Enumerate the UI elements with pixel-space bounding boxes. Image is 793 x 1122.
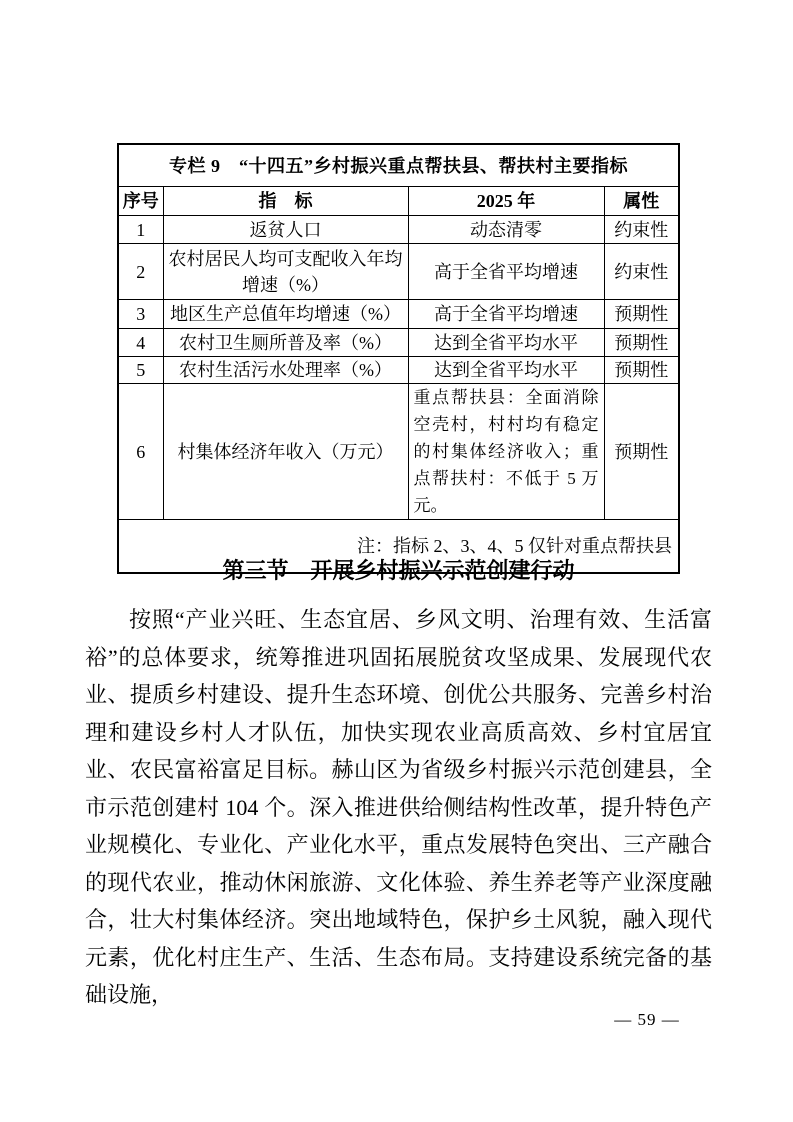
cell-indicator: 返贫人口 [163, 216, 408, 244]
cell-attribute: 预期性 [604, 384, 679, 520]
cell-target: 达到全省平均水平 [408, 329, 604, 357]
page-number: — 59 — [614, 1010, 680, 1029]
cell-indicator: 农村生活污水处理率（%） [163, 357, 408, 384]
table-row [118, 357, 679, 384]
cell-target: 动态清零 [408, 216, 604, 244]
indicators-table [117, 143, 680, 574]
table-note: 注：指标 2、3、4、5 仅针对重点帮扶县 [118, 520, 679, 574]
cell-target: 达到全省平均水平 [408, 357, 604, 384]
cell-indicator: 村集体经济年收入（万元） [163, 384, 408, 520]
cell-no: 2 [118, 244, 163, 300]
column-header-no: 序号 [118, 187, 163, 216]
cell-target: 重点帮扶县：全面消除空壳村，村村均有稳定的村集体经济收入；重点帮扶村：不低于 5 万元。 [408, 384, 604, 520]
column-header-2025: 2025 年 [408, 187, 604, 216]
cell-target: 高于全省平均增速 [408, 300, 604, 329]
cell-no: 1 [118, 216, 163, 244]
cell-indicator: 农村居民人均可支配收入年均增速（%） [163, 244, 408, 300]
cell-attribute: 预期性 [604, 357, 679, 384]
table-row [118, 384, 679, 520]
cell-no: 6 [118, 384, 163, 520]
table-row [118, 300, 679, 329]
cell-attribute: 约束性 [604, 216, 679, 244]
table-row [118, 329, 679, 357]
cell-attribute: 预期性 [604, 329, 679, 357]
cell-indicator: 地区生产总值年均增速（%） [163, 300, 408, 329]
cell-no: 3 [118, 300, 163, 329]
table-row [118, 244, 679, 300]
section-heading: 第三节 开展乡村振兴示范创建行动 [222, 558, 575, 583]
column-header-indicator: 指 标 [163, 187, 408, 216]
body-paragraph: 按照“产业兴旺、生态宜居、乡风文明、治理有效、生活富裕”的总体要求，统筹推进巩固拓展脱贫攻坚成果、发展现代农业、提质乡村建设、提升生态环境、创优公共服务、完善乡村治理和建设乡村人才队伍，加快实现农业高质高效、乡村宜居宜业、农民富裕富足目标。赫山区为省级乡村振兴示范创建县，全市示范创建村 104 个。深入推进供给侧结构性改革，提升特色产业规模化、专业化、产业化水平，重点发展特色突出、三产融合的现代农业，推动休闲旅游、文化体验、养生养老等产业深度融合，壮大村集体经济。突出地域特色，保护乡土风貌，融入现代元素，优化村庄生产、生活、生态布局。支持建设系统完备的基础设施， [85, 607, 712, 1007]
cell-no: 5 [118, 357, 163, 384]
cell-indicator: 农村卫生厕所普及率（%） [163, 329, 408, 357]
column-header-attribute: 属性 [604, 187, 679, 216]
cell-no: 4 [118, 329, 163, 357]
table-row [118, 216, 679, 244]
table-title-row [118, 144, 679, 187]
cell-attribute: 约束性 [604, 244, 679, 300]
table-header-row [118, 187, 679, 216]
cell-attribute: 预期性 [604, 300, 679, 329]
cell-target: 高于全省平均增速 [408, 244, 604, 300]
table-title: 专栏 9 “十四五”乡村振兴重点帮扶县、帮扶村主要指标 [118, 144, 679, 187]
